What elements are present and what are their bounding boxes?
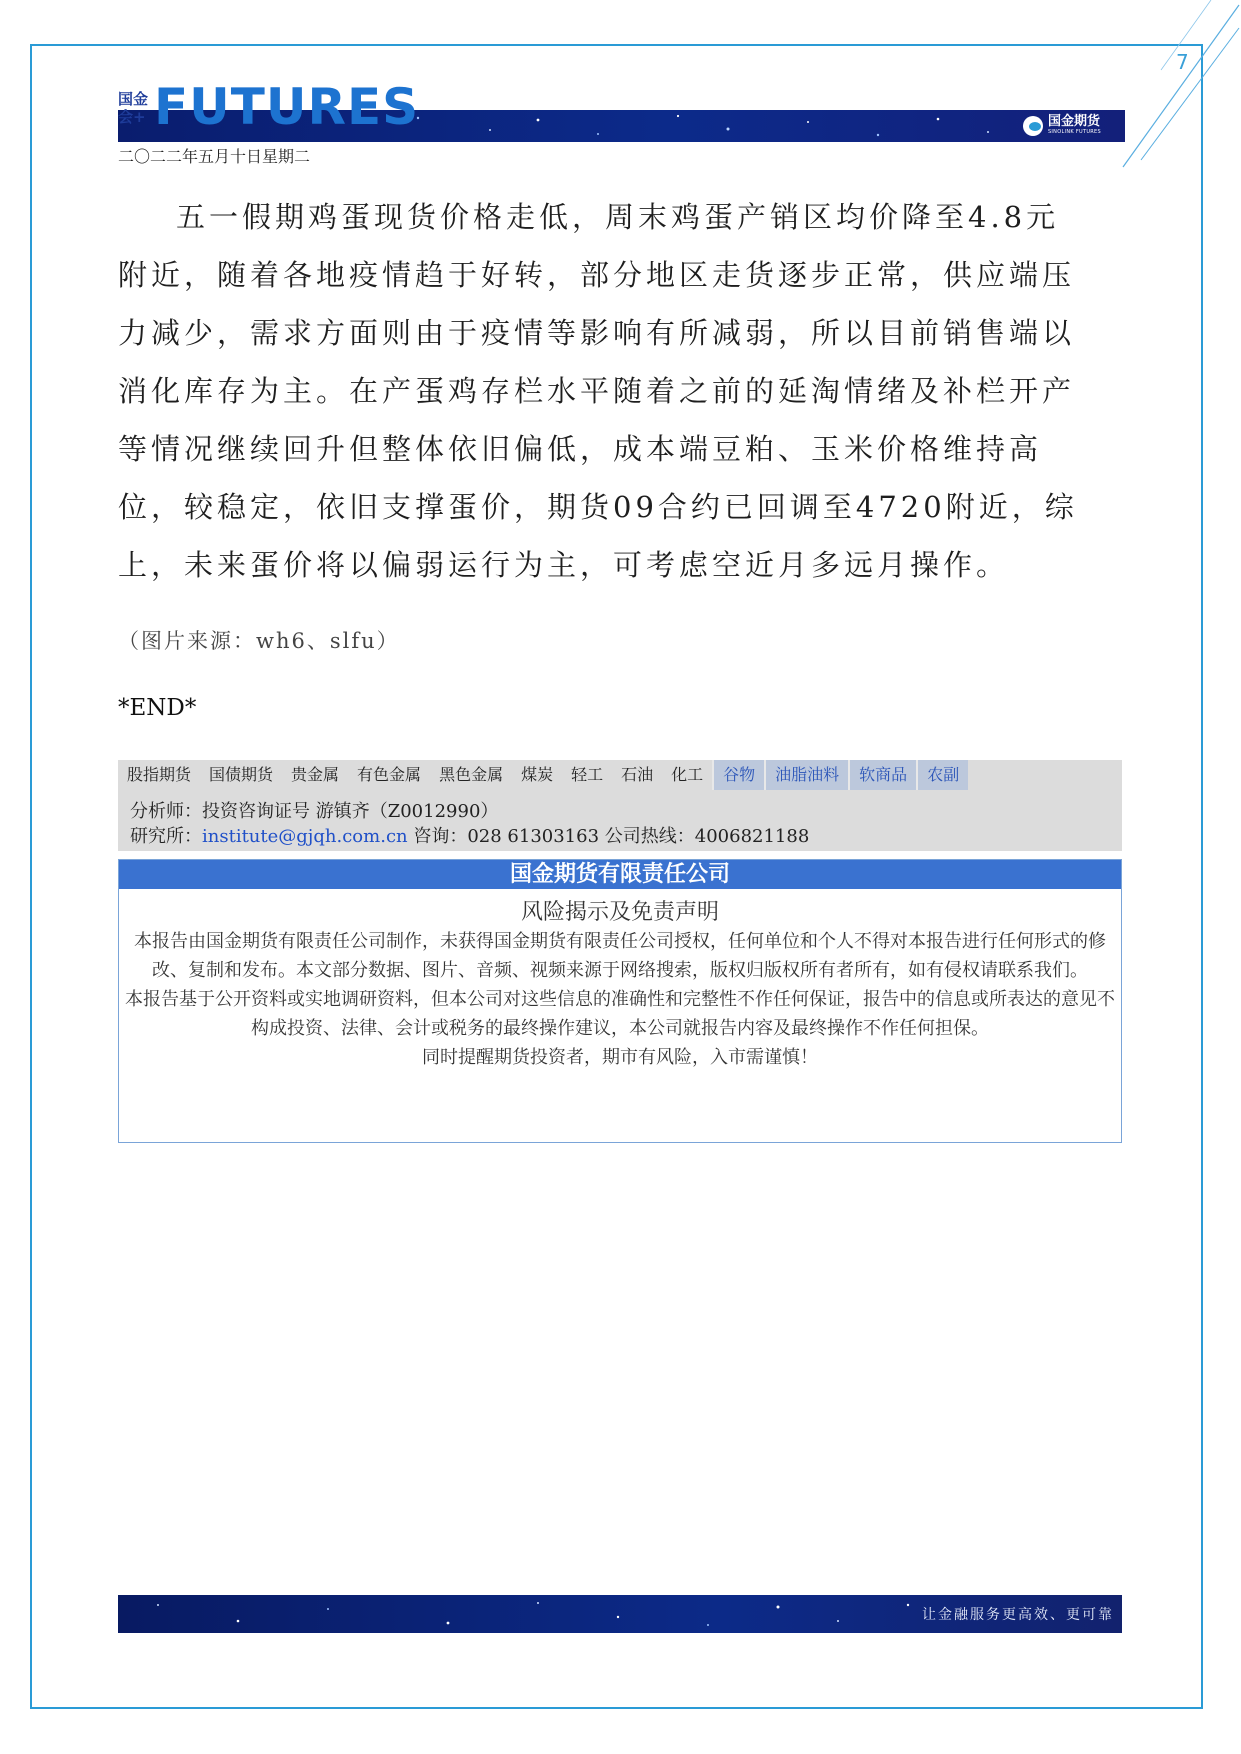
brand-name-cn: 国金期货 (1047, 114, 1100, 129)
risk-reminder: 同时提醒期货投资者，期市有风险，入市需谨慎！ (422, 1047, 818, 1068)
research-label: 研究所： (130, 826, 202, 847)
end-mark: *END* (118, 695, 197, 721)
disclaimer-title: 风险揭示及免责声明 (520, 900, 719, 925)
tab-chemicals[interactable]: 化工 (671, 765, 704, 784)
logo-en-text: FUTURES (154, 78, 420, 136)
tab-nonferrous-metals[interactable]: 有色金属 (357, 765, 422, 784)
tab-ferrous-metals[interactable]: 黑色金属 (439, 765, 504, 784)
report-date: 二〇二二年五月十日星期二 (118, 147, 311, 166)
tab-oils-oilseeds[interactable]: 油脂油料 (764, 760, 848, 790)
tab-stock-index-futures[interactable]: 股指期货 (127, 765, 192, 784)
tab-petroleum[interactable]: 石油 (621, 765, 654, 784)
disclaimer-paragraph: 本报告基于公开资料或实地调研资料，但本公司对这些信息的准确性和完整性不作任何保证，报告中的信息或所表达的意见不构成投资、法律、会计或税务的最终操作建议，本公司就报告内容及最终操作不作任何担保。 (125, 989, 1115, 1039)
brand-mark-icon (1023, 116, 1043, 136)
tab-soft-commodities[interactable]: 软商品 (848, 760, 916, 790)
footer-banner (118, 1595, 1122, 1633)
tab-agri-byproducts[interactable]: 农副 (916, 760, 968, 790)
disclaimer-box (118, 859, 1122, 1143)
page-number: 7 (1176, 50, 1189, 74)
email-link[interactable]: institute@gjqh.com.cn (202, 826, 408, 847)
tab-light-industry[interactable]: 轻工 (571, 765, 604, 784)
tab-coal[interactable]: 煤炭 (521, 765, 554, 784)
logo-cn-text: 国金会+ (118, 90, 149, 126)
category-tabs (118, 760, 968, 790)
contact-info (130, 822, 809, 848)
tab-precious-metals[interactable]: 贵金属 (291, 765, 340, 784)
article-paragraph: 五一假期鸡蛋现货价格走低，周末鸡蛋产销区均价降至4.8元附近，随着各地疫情趋于好转，部分地区走货逐步正常，供应端压力减少，需求方面则由于疫情等影响有所减弱，所以目前销售端以消化库存为主。在产蛋鸡存栏水平随着之前的延淘情绪及补栏开产等情况继续回升但整体依旧偏低，成本端豆粕、玉米价格维持高位，较稳定，依旧支撑蛋价，期货09合约已回调至4720附近，综上，未来蛋价将以偏弱运行为主，可考虑空近月多远月操作。 (118, 200, 1078, 582)
brand-name-en: SINOLINK FUTURES (1047, 129, 1101, 135)
disclaimer-paragraph: 本报告由国金期货有限责任公司制作，未获得国金期货有限责任公司授权，任何单位和个人不得对本报告进行任何形式的修改、复制和发布。本文部分数据、图片、音频、视频来源于网络搜索，版权归版权所有者所有，如有侵权请联系我们。 (134, 931, 1106, 981)
tab-grains[interactable]: 谷物 (712, 760, 764, 790)
corner-decoration (1101, 0, 1241, 180)
company-name-bar: 国金期货有限责任公司 (119, 860, 1121, 889)
category-info-box (118, 760, 1122, 851)
article-body (118, 188, 1078, 594)
image-source-note: （图片来源：wh6、slfu） (118, 629, 400, 653)
tab-treasury-futures[interactable]: 国债期货 (209, 765, 274, 784)
hotline-text: 咨询：028 61303163 公司热线：4006821188 (407, 826, 810, 847)
analyst-info: 分析师：投资咨询证号 游镇齐（Z0012990） (130, 801, 499, 822)
brand-logo (1023, 115, 1101, 136)
footer-slogan: 让金融服务更高效、更可靠 (922, 1607, 1114, 1623)
